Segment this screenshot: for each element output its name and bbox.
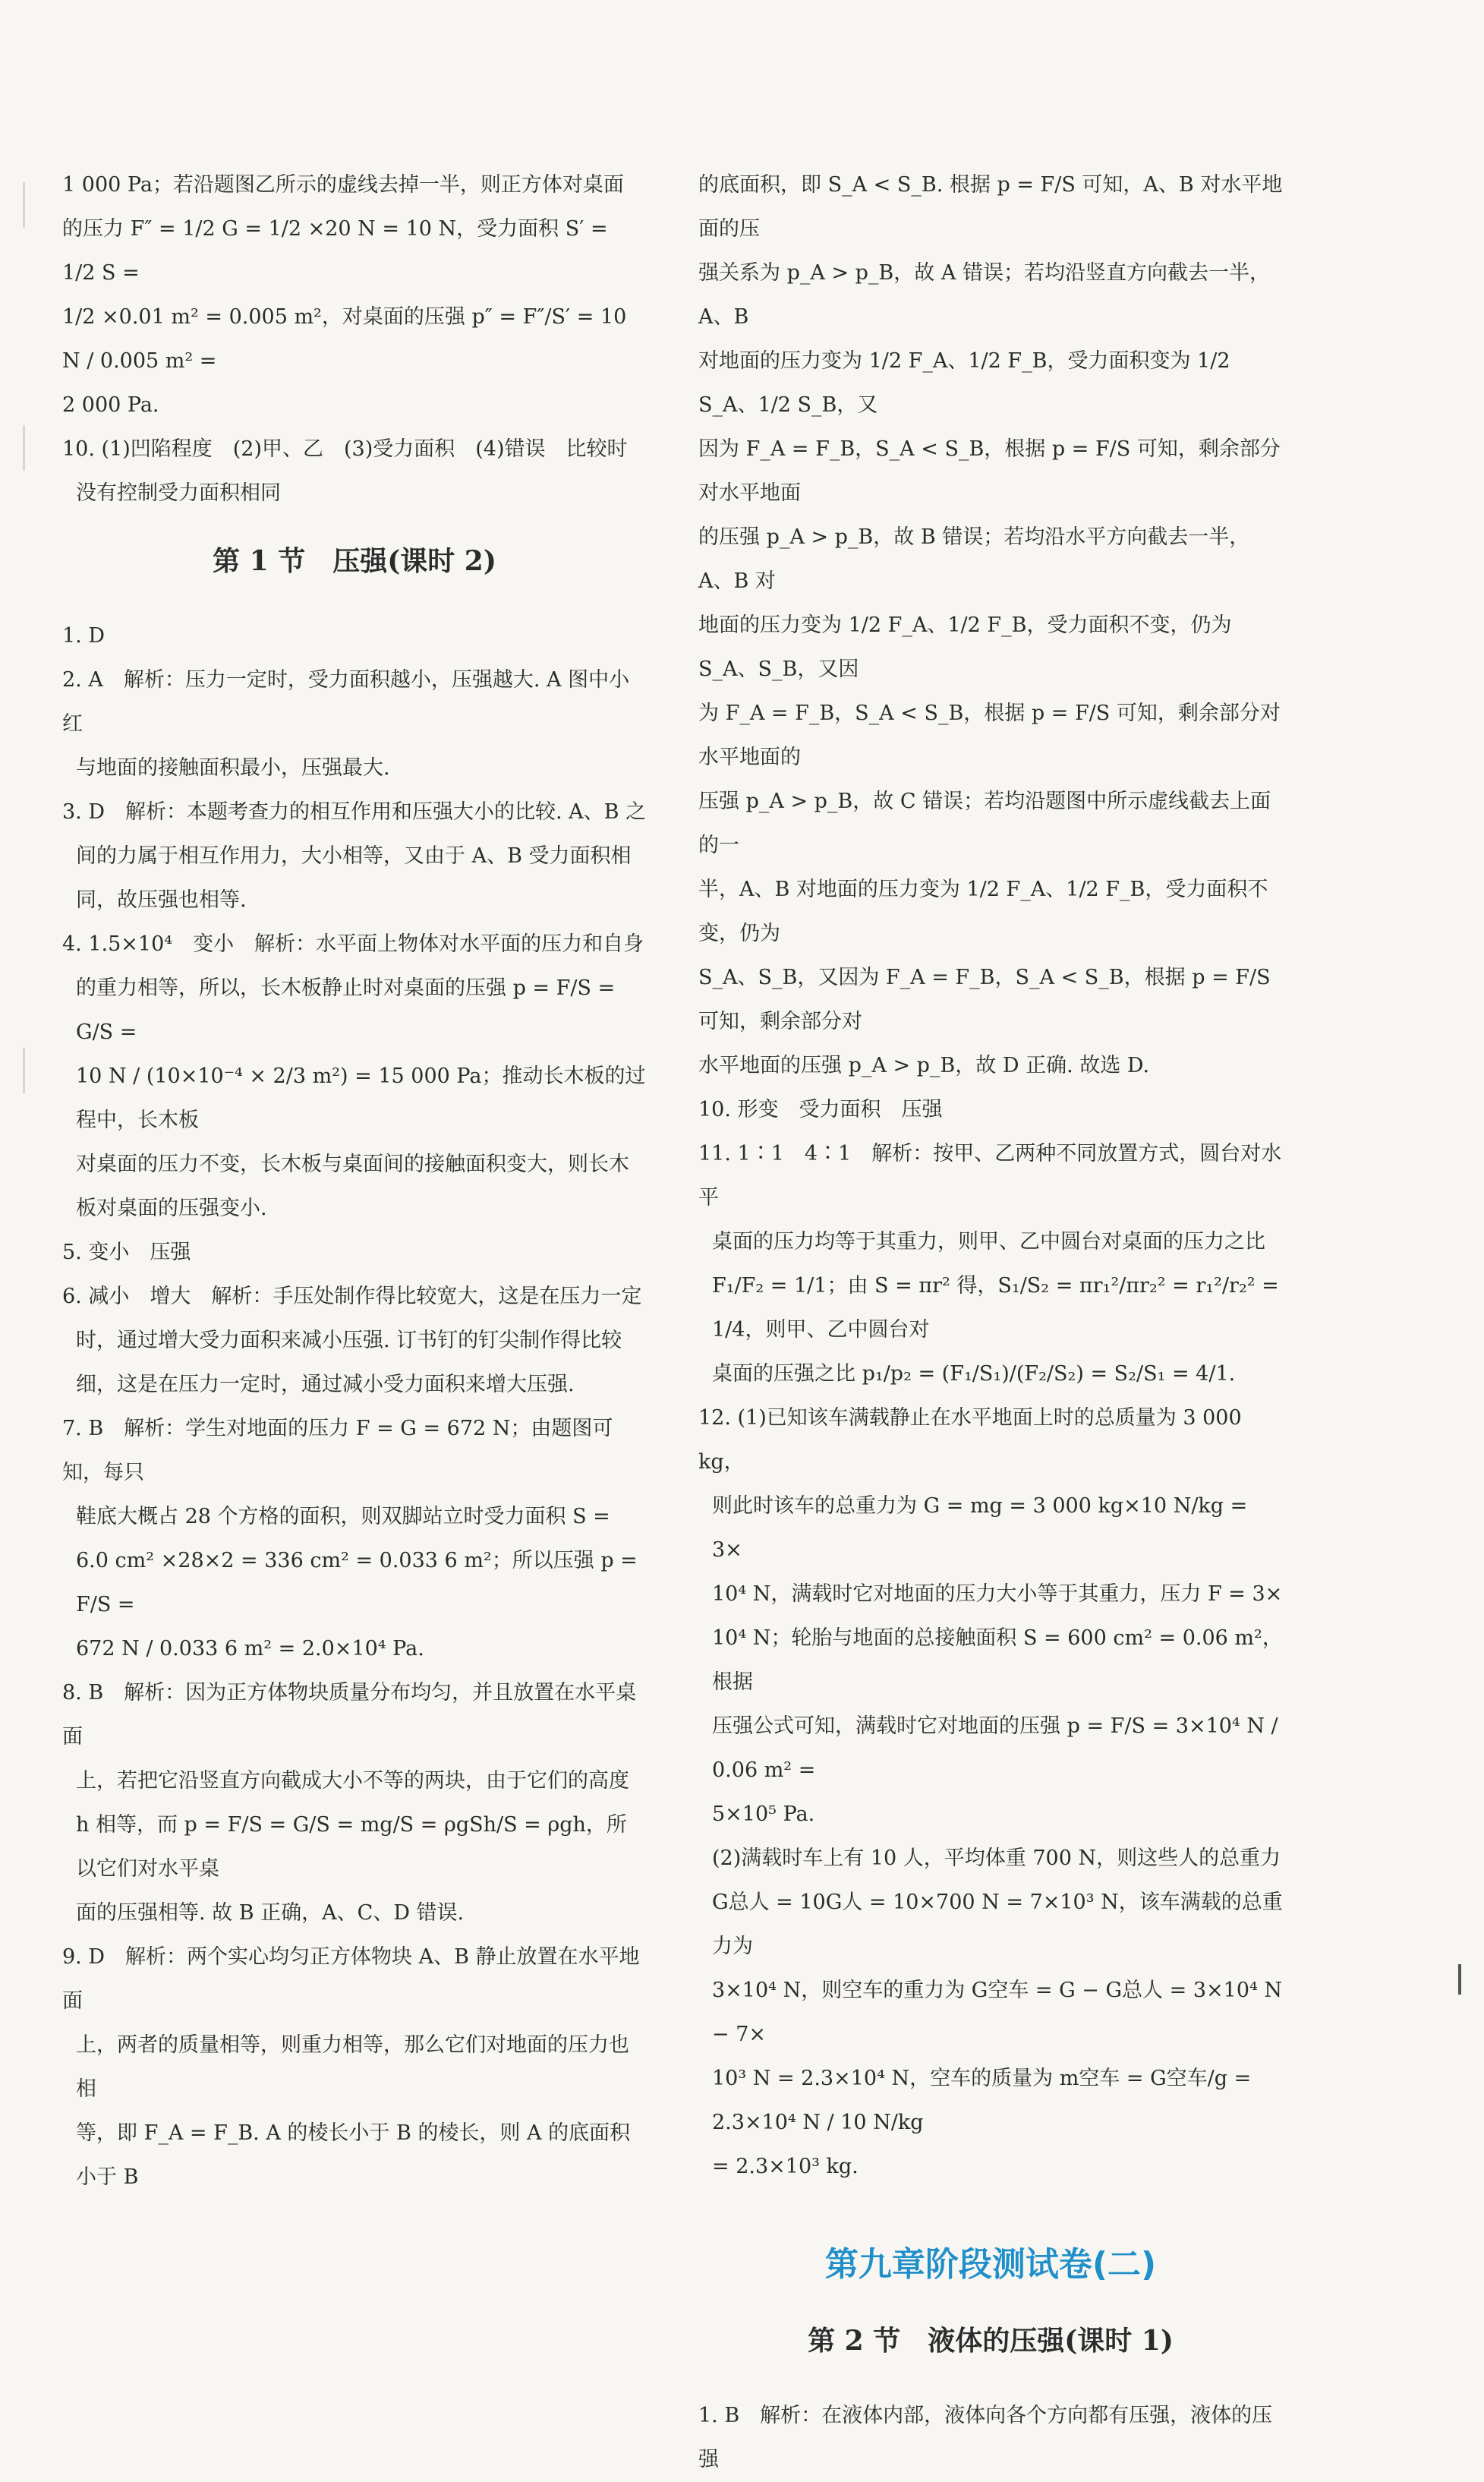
text-line: 的压强 p_A > p_B，故 B 错误；若均沿水平方向截去一半，A、B 对 — [698, 525, 1250, 593]
answer-continuation: 10⁴ N；轮胎与地面的总接触面积 S = 600 cm² = 0.06 m²，根据 — [712, 1626, 1283, 1694]
answer-continuation: 则此时该车的总重力为 G = mg = 3 000 kg×10 N/kg = 3× — [712, 1494, 1248, 1562]
answer-item: 5. 变小 压强 — [62, 1241, 191, 1264]
answer-continuation: 上，两者的质量相等，则重力相等，那么它们对地面的压力也相 — [76, 2033, 629, 2101]
text-line: 1 000 Pa；若沿题图乙所示的虚线去掉一半，则正方体对桌面 — [62, 173, 624, 197]
text-line: 地面的压力变为 1/2 F_A、1/2 F_B，受力面积不变，仍为 S_A、S_B，又因 — [698, 613, 1232, 681]
margin-mark — [23, 182, 25, 228]
answer-continuation: 压强公式可知，满载时它对地面的压强 p = F/S = 3×10⁴ N / 0.06 m² = — [712, 1714, 1278, 1782]
answer-item: 7. B 解析：学生对地面的压力 F = G = 672 N；由题图可知，每只 — [62, 1417, 613, 1484]
answer-continuation: 面的压强相等. 故 B 正确，A、C、D 错误. — [76, 1901, 465, 1925]
answer-continuation: h 相等，而 p = F/S = G/S = mg/S = ρgSh/S = ρgh，所以它们对水平桌 — [76, 1813, 627, 1881]
page-corner-mark — [1458, 1964, 1461, 1995]
answer-item: 10. 形变 受力面积 压强 — [698, 1098, 943, 1121]
text-line: 1/2 ×0.01 m² = 0.005 m²，对桌面的压强 p″ = F″/S′ = 10 N / 0.005 m² = — [62, 305, 627, 373]
answer-item: 2. A 解析：压力一定时，受力面积越小，压强越大. A 图中小红 — [62, 668, 630, 736]
answer-continuation: 板对桌面的压强变小. — [76, 1197, 267, 1220]
text-line: 压强 p_A > p_B，故 C 错误；若均沿题图中所示虚线截去上面的一 — [698, 790, 1271, 857]
answer-item: 3. D 解析：本题考查力的相互作用和压强大小的比较. A、B 之 — [62, 800, 647, 824]
answer-item: 11. 1∶1 4∶1 解析：按甲、乙两种不同放置方式，圆台对水平 — [698, 1142, 1282, 1209]
answer-continuation: 10⁴ N，满载时它对地面的压力大小等于其重力，压力 F = 3× — [712, 1582, 1283, 1606]
answer-continuation: 鞋底大概占 28 个方格的面积，则双脚站立时受力面积 S = — [76, 1505, 610, 1528]
text-line: 强关系为 p_A > p_B，故 A 错误；若均沿竖直方向截去一半，A、B — [698, 261, 1270, 329]
text-line: S_A、S_B，又因为 F_A = F_B，S_A < S_B，根据 p = F/S 可知，剩余部分对 — [698, 966, 1271, 1033]
text-line: 对地面的压力变为 1/2 F_A、1/2 F_B，受力面积变为 1/2 S_A、1/2 S_B，又 — [698, 349, 1230, 417]
text-line: 因为 F_A = F_B，S_A < S_B，根据 p = F/S 可知，剩余部分对水平地面 — [698, 437, 1281, 505]
answer-item: 1. D — [62, 624, 105, 648]
answer-continuation: 的重力相等，所以，长木板静止时对桌面的压强 p = F/S = G/S = — [76, 976, 616, 1044]
text-line: 半，A、B 对地面的压力变为 1/2 F_A、1/2 F_B，受力面积不变，仍为 — [698, 878, 1268, 945]
left-column — [62, 163, 647, 2200]
answer-item: 1. B 解析：在液体内部，液体向各个方向都有压强，液体的压强 — [698, 2404, 1273, 2471]
answer-item: 10. (1)凹陷程度 (2)甲、乙 (3)受力面积 (4)错误 比较时 — [62, 437, 628, 461]
answer-continuation: 10 N / (10×10⁻⁴ × 2/3 m²) = 15 000 Pa；推动长木板的过程中，长木板 — [76, 1064, 646, 1132]
answer-continuation: 时，通过增大受力面积来减小压强. 订书钉的钉尖制作得比较 — [76, 1329, 622, 1352]
answer-continuation: 等，即 F_A = F_B. A 的棱长小于 B 的棱长，则 A 的底面积小于 B — [76, 2121, 631, 2189]
answer-continuation: 6.0 cm² ×28×2 = 336 cm² = 0.033 6 m²；所以压强 p = F/S = — [76, 1549, 638, 1616]
text-line: 水平地面的压强 p_A > p_B，故 D 正确. 故选 D. — [698, 1054, 1150, 1077]
section-title: 第 2 节 液体的压强(课时 1) — [808, 2325, 1174, 2357]
answer-continuation: 细，这是在压力一定时，通过减小受力面积来增大压强. — [76, 1373, 575, 1396]
answer-continuation: 上，若把它沿竖直方向截成大小不等的两块，由于它们的高度 — [76, 1769, 629, 1793]
answer-item: 6. 减小 增大 解析：手压处制作得比较宽大，这是在压力一定 — [62, 1285, 642, 1308]
chapter-title: 第九章阶段测试卷(二) — [824, 2245, 1157, 2284]
right-column — [698, 163, 1283, 2482]
answer-continuation: 10³ N = 2.3×10⁴ N，空车的质量为 m空车 = G空车/g = 2.3×10⁴ N / 10 N/kg — [712, 2067, 1252, 2134]
text-line: 为 F_A = F_B，S_A < S_B，根据 p = F/S 可知，剩余部分对水平地面的 — [698, 702, 1281, 769]
answer-continuation: G总人 = 10G人 = 10×700 N = 7×10³ N，该车满载的总重力为 — [712, 1891, 1283, 1958]
margin-mark — [23, 425, 25, 471]
answer-continuation: = 2.3×10³ kg. — [712, 2155, 859, 2178]
answer-item: 4. 1.5×10⁴ 变小 解析：水平面上物体对水平面的压力和自身 — [62, 932, 644, 956]
answer-continuation: 672 N / 0.033 6 m² = 2.0×10⁴ Pa. — [76, 1637, 424, 1660]
answer-item: 12. (1)已知该车满载静止在水平地面上时的总质量为 3 000 kg， — [698, 1406, 1242, 1474]
answer-continuation: 与地面的接触面积最小，压强最大. — [76, 756, 390, 780]
answer-continuation: 3×10⁴ N，则空车的重力为 G空车 = G − G总人 = 3×10⁴ N − 7× — [712, 1979, 1283, 2046]
answer-continuation: 桌面的压强之比 p₁/p₂ = (F₁/S₁)/(F₂/S₂) = S₂/S₁ = 4/1. — [712, 1362, 1236, 1386]
margin-mark — [23, 1048, 25, 1093]
answer-continuation: 对桌面的压力不变，长木板与桌面间的接触面积变大，则长木 — [76, 1153, 629, 1176]
answer-continuation: 桌面的压力均等于其重力，则甲、乙中圆台对桌面的压力之比 — [712, 1230, 1265, 1254]
text-line: 2 000 Pa. — [62, 393, 159, 417]
answer-continuation: F₁/F₂ = 1/1；由 S = πr² 得，S₁/S₂ = πr₁²/πr₂² = r₁²/r₂² = 1/4，则甲、乙中圆台对 — [712, 1274, 1279, 1342]
answer-continuation: 5×10⁵ Pa. — [712, 1802, 815, 1826]
answer-item: 8. B 解析：因为正方体物块质量分布均匀，并且放置在水平桌面 — [62, 1681, 637, 1749]
answer-continuation: 同，故压强也相等. — [76, 888, 247, 912]
section-title: 第 1 节 压强(课时 2) — [213, 545, 496, 577]
text-line: 的底面积，即 S_A < S_B. 根据 p = F/S 可知，A、B 对水平地面的压 — [698, 173, 1283, 241]
answer-continuation: 间的力属于相互作用力，大小相等，又由于 A、B 受力面积相 — [76, 844, 632, 868]
answer-continuation: (2)满载时车上有 10 人，平均体重 700 N，则这些人的总重力 — [712, 1847, 1281, 1870]
answer-item: 9. D 解析：两个实心均匀正方体物块 A、B 静止放置在水平地面 — [62, 1945, 640, 2013]
text-line: 的压力 F″ = 1/2 G = 1/2 ×20 N = 10 N，受力面积 S′ = 1/2 S = — [62, 217, 608, 285]
answer-continuation: 没有控制受力面积相同 — [76, 481, 281, 505]
